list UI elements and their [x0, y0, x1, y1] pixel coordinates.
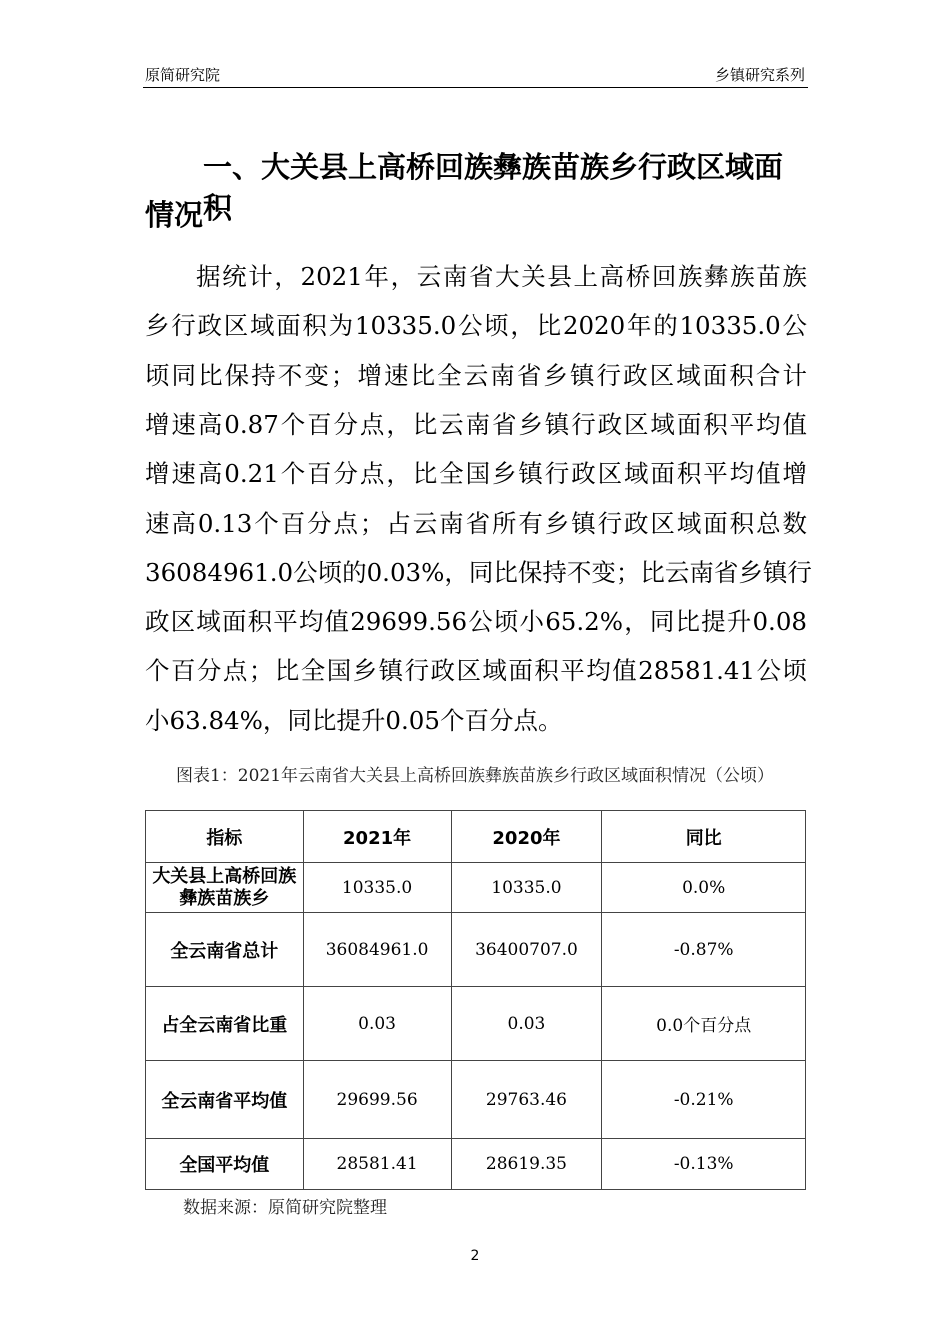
row-label: 占全云南省比重 — [146, 987, 304, 1061]
row-label: 全国平均值 — [146, 1139, 304, 1190]
header-cell: 2021年 — [303, 811, 451, 863]
row-label: 全云南省总计 — [146, 913, 304, 987]
table-caption: 图表1：2021年云南省大关县上高桥回族彝族苗族乡行政区域面积情况（公顷） — [175, 766, 775, 786]
table-cell: 10335.0 — [303, 863, 451, 913]
table-cell: 0.0% — [602, 863, 806, 913]
table-cell: -0.13% — [602, 1139, 806, 1190]
row-label: 全云南省平均值 — [146, 1061, 304, 1139]
paragraph-line: 据统计，2021年，云南省大关县上高桥回族彝族苗族 — [196, 262, 807, 291]
table-cell: 28581.41 — [303, 1139, 451, 1190]
paragraph-line: 36084961.0公顷的0.03%，同比保持不变；比云南省乡镇行 — [145, 557, 812, 587]
table-header-row — [146, 811, 806, 863]
data-source: 数据来源：原简研究院整理 — [183, 1198, 387, 1218]
paragraph-line: 小63.84%，同比提升0.05个百分点。 — [145, 705, 563, 735]
table-cell: 0.03 — [451, 987, 602, 1061]
table-cell: 28619.35 — [451, 1139, 602, 1190]
header-divider — [143, 87, 808, 88]
table-row — [146, 913, 806, 987]
table-row — [146, 1061, 806, 1139]
paragraph-line: 速高0.13个百分点；占云南省所有乡镇行政区域面积总数 — [145, 508, 807, 538]
table-cell: 29699.56 — [303, 1061, 451, 1139]
table-cell: -0.21% — [602, 1061, 806, 1139]
row-label: 大关县上高桥回族彝族苗族乡 — [146, 863, 304, 913]
paragraph-line: 个百分点；比全国乡镇行政区域面积平均值28581.41公顷 — [145, 656, 807, 686]
table-cell: 29763.46 — [451, 1061, 602, 1139]
paragraph-line: 增速高0.21个百分点，比全国乡镇行政区域面积平均值增 — [145, 459, 807, 489]
table-row — [146, 863, 806, 913]
table-row — [146, 1139, 806, 1190]
table-cell: 10335.0 — [451, 863, 602, 913]
table-row — [146, 987, 806, 1061]
section-title-line-2: 情况 — [145, 198, 204, 232]
paragraph-line: 增速高0.87个百分点，比云南省乡镇行政区域面积平均值 — [145, 409, 807, 439]
paragraph-line: 政区域面积平均值29699.56公顷小65.2%，同比提升0.08 — [145, 607, 807, 637]
paragraph-line: 顷同比保持不变；增速比全云南省乡镇行政区域面积合计 — [145, 360, 807, 390]
page-number: 2 — [470, 1248, 480, 1264]
header-right: 乡镇研究系列 — [714, 66, 805, 84]
data-table — [145, 810, 806, 1190]
table-cell: 36400707.0 — [451, 913, 602, 987]
table-cell: -0.87% — [602, 913, 806, 987]
header-cell: 指标 — [146, 811, 304, 863]
table-cell: 36084961.0 — [303, 913, 451, 987]
header-cell: 2020年 — [451, 811, 602, 863]
header-cell: 同比 — [602, 811, 806, 863]
table-cell: 0.03 — [303, 987, 451, 1061]
table-cell: 0.0个百分点 — [602, 987, 806, 1061]
paragraph-line: 乡行政区域面积为10335.0公顷，比2020年的10335.0公 — [145, 311, 807, 341]
section-title-line-1: 一、大关县上高桥回族彝族苗族乡行政区域面积 — [203, 150, 784, 225]
header-left: 原简研究院 — [145, 66, 221, 84]
